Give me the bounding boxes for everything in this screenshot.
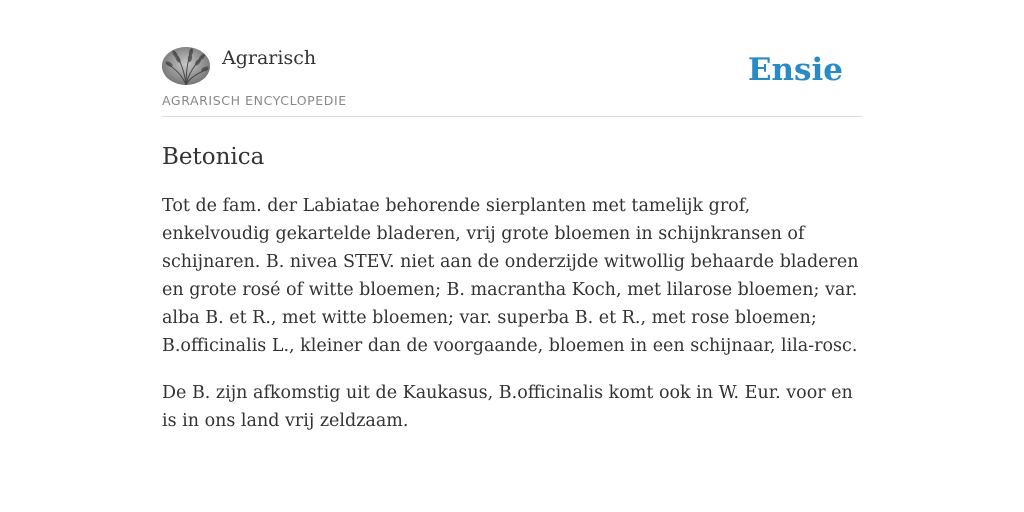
brand-logo[interactable]: Ensie xyxy=(747,52,843,88)
page-title: Betonica xyxy=(162,144,265,170)
article-paragraph: De B. zijn afkomstig uit de Kaukasus, B.officinalis komt ook in W. Eur. voor en is in ons land vrij zeldzaam. xyxy=(162,383,853,431)
source-name[interactable]: Agrarisch xyxy=(222,47,317,69)
wheat-icon[interactable] xyxy=(162,47,210,85)
source-subtitle: AGRARISCH ENCYCLOPEDIE xyxy=(162,93,347,108)
header xyxy=(162,46,862,117)
article-paragraph: Tot de fam. der Labiatae behorende sierplanten met tamelijk grof, enkelvoudig gekartelde bladeren, vrij grote bloemen in schijnkransen of schijnaren. B. nivea STEV. niet aan de onderzijde witwollig behaarde bladeren en grote rosé of witte bloemen; B. macrantha Koch, met lilarose bloemen; var. alba B. et R., met witte bloemen; var. superba B. et R., met rose bloemen; B.officinalis L., kleiner dan de voorgaande, bloemen in een schijnaar, lila-rosc. xyxy=(162,196,859,356)
article-container xyxy=(162,46,862,435)
